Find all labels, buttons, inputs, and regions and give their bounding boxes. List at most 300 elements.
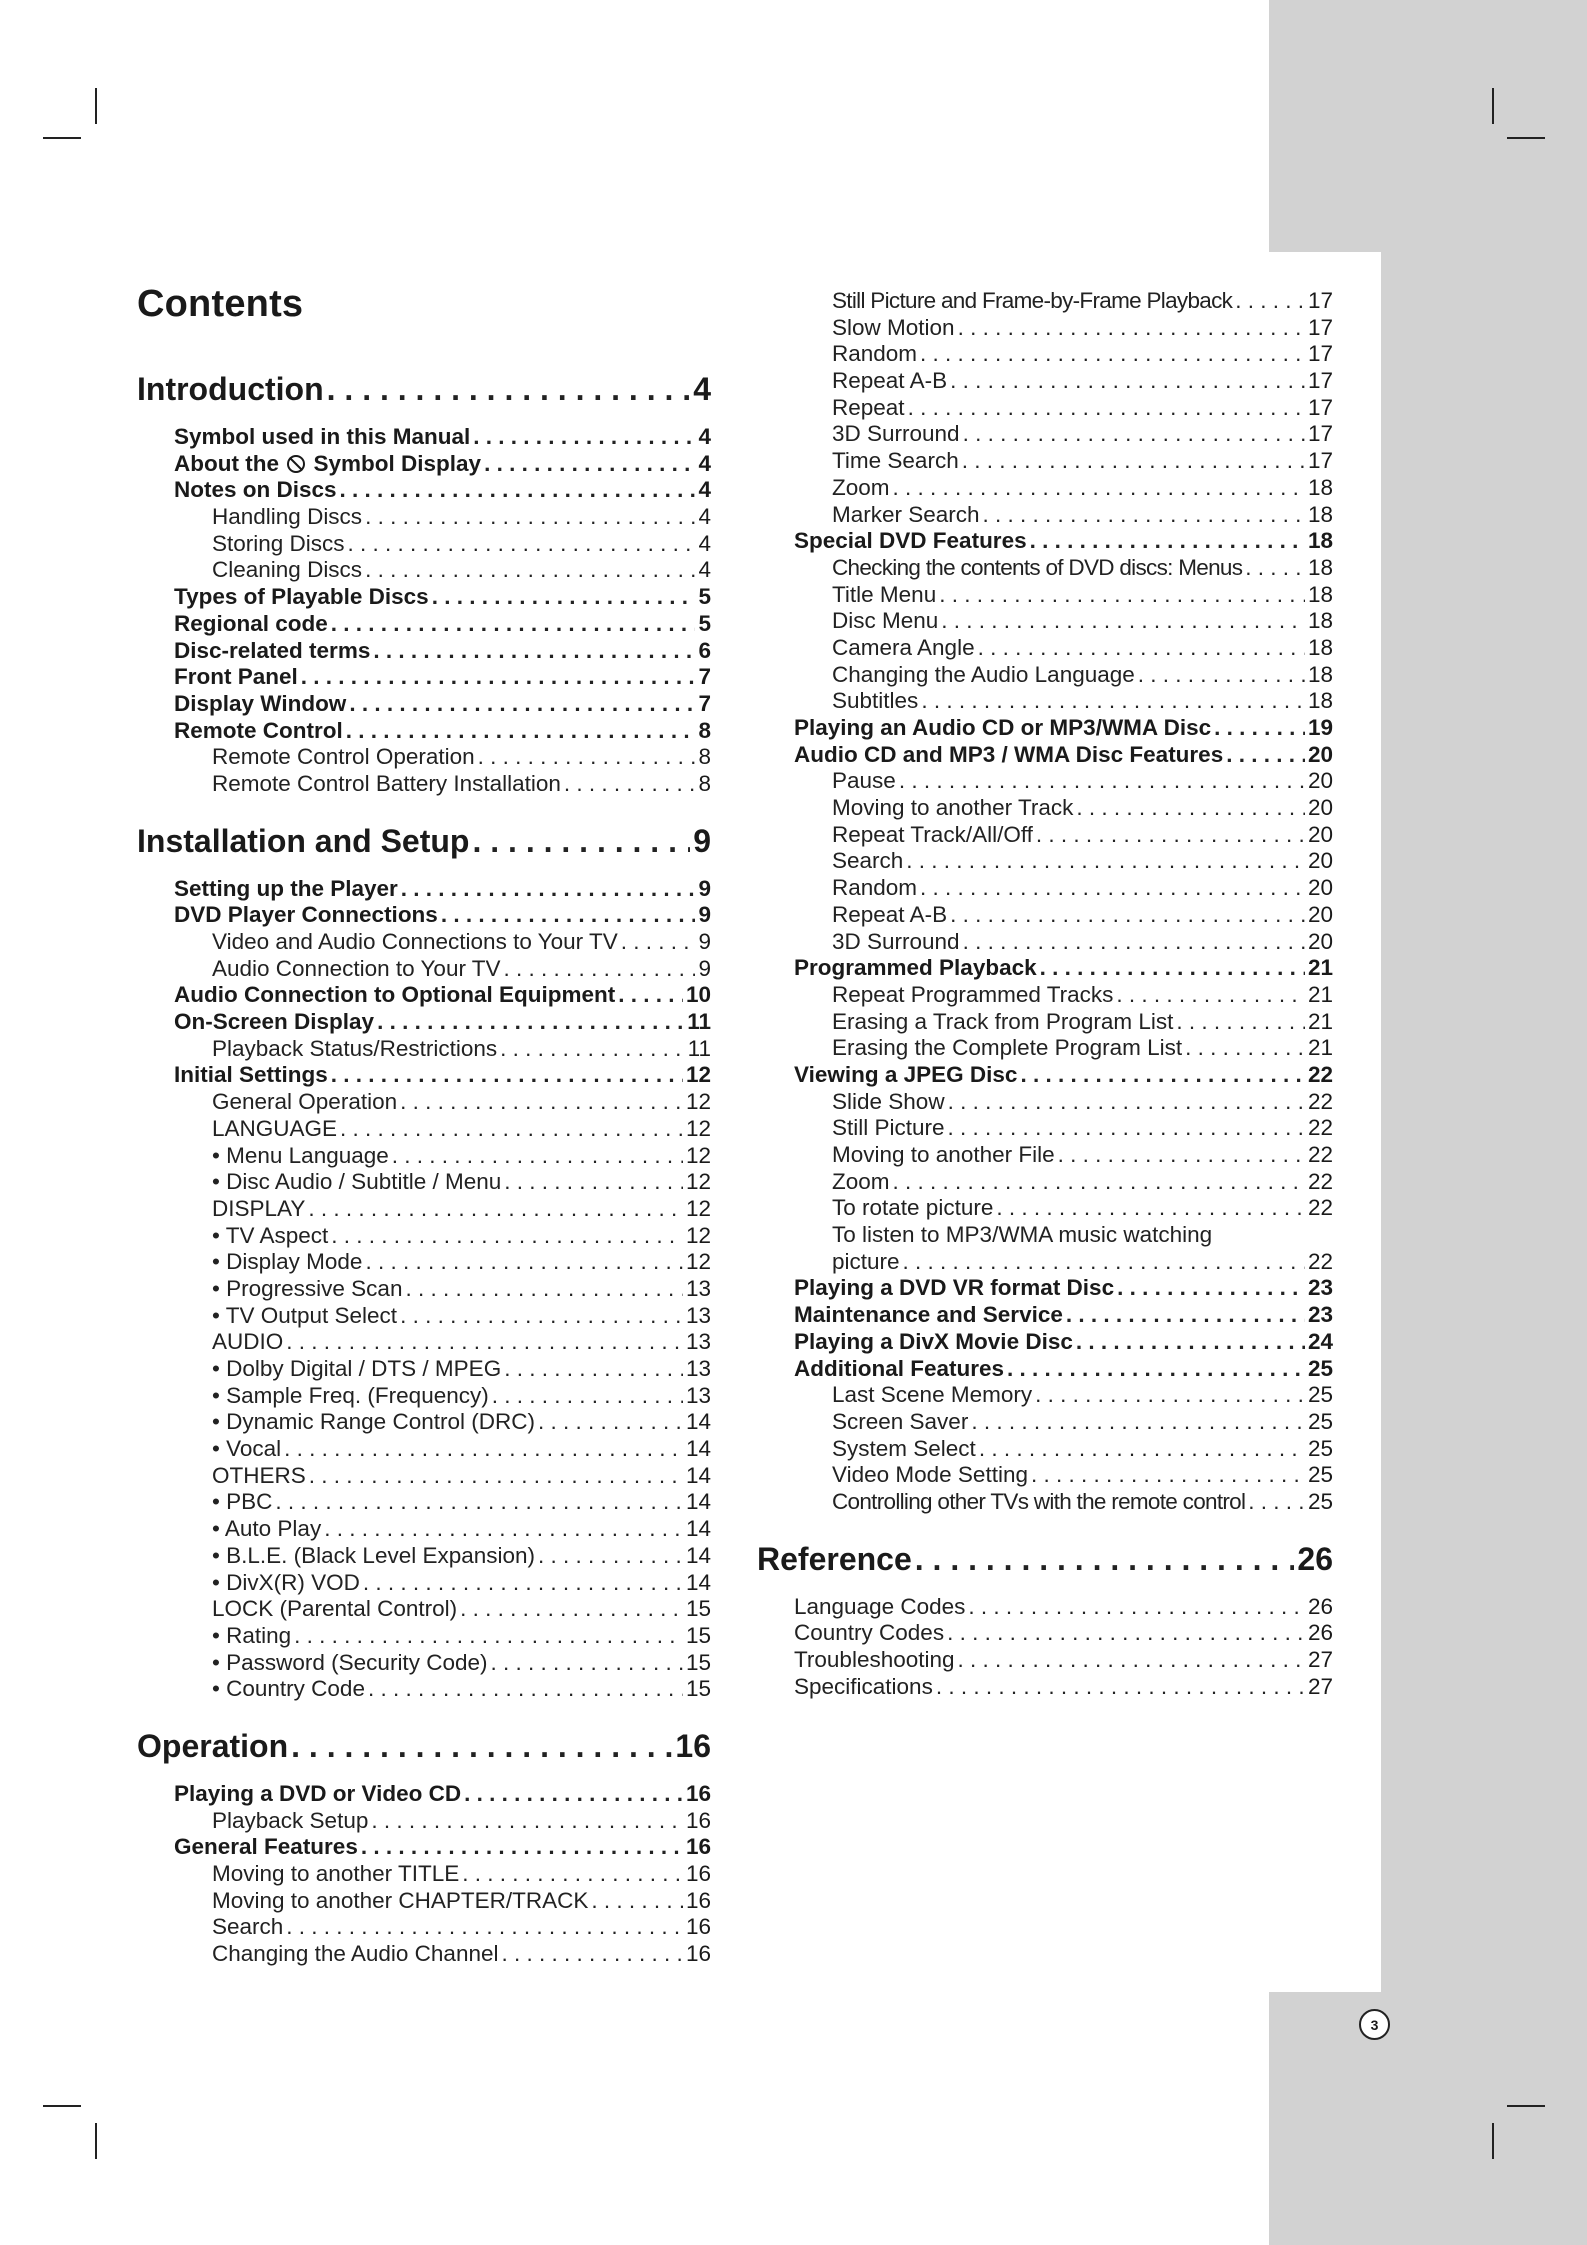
toc-entry-text: Audio CD and MP3 / WMA Disc Features	[794, 741, 1224, 767]
toc-entry	[137, 1383, 711, 1410]
dot-leader	[979, 1436, 1305, 1463]
dot-leader	[1076, 795, 1305, 822]
toc-page-number: 26	[1307, 1620, 1333, 1646]
toc-entry-text: • Country Code	[212, 1676, 365, 1702]
toc-entry-text: DVD Player Connections	[174, 902, 438, 928]
dot-leader	[373, 638, 695, 665]
dot-leader	[363, 1570, 683, 1597]
dot-leader	[478, 744, 696, 771]
toc-entry-text: Front Panel	[174, 664, 298, 690]
toc-page-number: 9	[693, 822, 711, 859]
toc-page-number: 8	[698, 744, 711, 770]
toc-page-number: 11	[687, 1035, 711, 1061]
toc-entry	[137, 504, 711, 531]
toc-entry	[137, 584, 711, 611]
dot-leader	[371, 1808, 683, 1835]
toc-entry-title	[212, 771, 561, 798]
dot-leader	[1058, 1142, 1305, 1169]
toc-entry-text: Playing a DVD VR format Disc	[794, 1275, 1115, 1301]
toc-entry-title	[174, 1834, 358, 1861]
toc-entry-text: LOCK (Parental Control)	[212, 1596, 458, 1622]
toc-page-number: 18	[1307, 634, 1333, 660]
toc-entry	[757, 1302, 1333, 1329]
toc-entry-text: Random	[832, 341, 918, 367]
toc-entry-title	[832, 768, 896, 795]
dot-leader	[284, 1436, 683, 1463]
toc-page-number: 9	[698, 875, 711, 901]
toc-entry	[757, 448, 1333, 475]
dot-leader	[1248, 1489, 1305, 1516]
dot-leader	[432, 584, 696, 611]
dot-leader	[331, 611, 696, 638]
toc-entry-text: Marker Search	[832, 501, 980, 527]
dot-leader	[1036, 822, 1305, 849]
dot-leader	[950, 902, 1305, 929]
toc-entry-title	[212, 1116, 337, 1143]
toc-entry-title	[794, 715, 1211, 742]
toc-entry	[757, 288, 1333, 315]
crop-mark	[1507, 2105, 1545, 2107]
toc-page-number: 4	[698, 530, 711, 556]
toc-page-number: 25	[1307, 1408, 1333, 1434]
toc-entry-text: • Rating	[212, 1622, 292, 1648]
toc-entry	[137, 1808, 711, 1835]
toc-entry	[757, 528, 1333, 555]
toc-entry-title	[174, 902, 438, 929]
toc-entry-title	[212, 557, 362, 584]
dot-leader	[377, 1009, 684, 1036]
toc-page-number: 15	[685, 1622, 711, 1648]
toc-entry	[137, 1276, 711, 1303]
toc-page-number: 14	[685, 1409, 711, 1435]
toc-entry-text: Introduction	[137, 371, 324, 407]
toc-entry-title	[212, 1463, 306, 1490]
toc-entry-title	[212, 1143, 389, 1170]
toc-page-number: 18	[1307, 581, 1333, 607]
toc-entry-text: Troubleshooting	[794, 1647, 955, 1672]
toc-entry-text: LANGUAGE	[212, 1115, 338, 1141]
toc-page-number: 22	[1307, 1168, 1333, 1194]
toc-entry-text: Repeat Track/All/Off	[832, 821, 1033, 847]
dot-leader	[400, 1303, 683, 1330]
toc-entry	[757, 1222, 1333, 1249]
toc-entry	[757, 341, 1333, 368]
toc-entry-title	[832, 1462, 1028, 1489]
toc-entry-title	[832, 288, 1232, 315]
toc-entry-title	[174, 451, 481, 478]
toc-entry-text: Playing a DivX Movie Disc	[794, 1328, 1073, 1354]
toc-entry-title	[832, 315, 955, 342]
toc-entry-title	[794, 1329, 1073, 1356]
dot-leader	[1176, 1009, 1305, 1036]
toc-entry	[757, 502, 1333, 529]
toc-entry	[757, 1489, 1333, 1516]
dot-leader	[899, 768, 1305, 795]
toc-page-number: 7	[698, 664, 711, 690]
dot-leader	[958, 1647, 1305, 1674]
toc-page-number: 18	[1307, 608, 1333, 634]
dot-leader	[893, 475, 1305, 502]
toc-page-number: 21	[1307, 1008, 1333, 1034]
toc-page-number: 19	[1307, 715, 1333, 740]
dot-leader	[331, 1062, 683, 1089]
dot-leader	[504, 956, 696, 983]
toc-entry-title	[174, 1781, 461, 1808]
toc-page-number: 20	[1307, 741, 1333, 767]
dot-leader	[1245, 555, 1305, 582]
toc-page-number: 16	[685, 1941, 711, 1967]
toc-entry-title	[174, 611, 328, 638]
toc-page-number: 26	[1297, 1540, 1333, 1577]
toc-entry-text: • TV Aspect	[212, 1222, 329, 1248]
toc-entry-text: Erasing a Track from Program List	[832, 1008, 1174, 1034]
toc-page-number: 14	[685, 1516, 711, 1542]
toc-entry-text: • DivX(R) VOD	[212, 1569, 360, 1595]
toc-entry-text: 3D Surround	[832, 928, 960, 954]
dot-leader	[1031, 1462, 1305, 1489]
toc-entry-text: Random	[832, 875, 918, 901]
toc-page-number: 22	[1307, 1115, 1333, 1141]
dot-leader	[939, 582, 1305, 609]
toc-entry-title	[794, 1620, 944, 1647]
toc-entry-title	[137, 368, 324, 410]
toc-entry-title	[212, 504, 362, 531]
toc-page-number: 4	[698, 557, 711, 583]
dot-leader	[996, 1195, 1305, 1222]
toc-page-number: 27	[1307, 1647, 1333, 1672]
dot-leader	[963, 421, 1305, 448]
toc-section-heading	[137, 1725, 711, 1767]
dot-leader	[978, 635, 1305, 662]
toc-entry-text: Specifications	[794, 1673, 933, 1699]
toc-entry-text: Moving to another Track	[832, 795, 1074, 821]
toc-entry-title	[174, 477, 337, 504]
toc-entry-text: Last Scene Memory	[832, 1382, 1033, 1408]
toc-entry-text: Remote Control Battery Installation	[212, 770, 561, 796]
toc-page-number: 14	[685, 1569, 711, 1595]
toc-page-number: 21	[1307, 955, 1333, 981]
toc-page-number: 12	[685, 1195, 711, 1221]
toc-entry	[137, 664, 711, 691]
toc-entry-text: Viewing a JPEG Disc	[794, 1061, 1018, 1087]
toc-entry-text: • B.L.E. (Black Level Expansion)	[212, 1542, 536, 1568]
toc-entry-title	[137, 1725, 288, 1767]
toc-entry-title	[832, 421, 960, 448]
toc-entry-title	[832, 635, 975, 662]
dot-leader	[365, 1249, 683, 1276]
toc-section-heading	[137, 820, 711, 862]
toc-entry	[757, 742, 1333, 769]
toc-entry	[757, 1462, 1333, 1489]
toc-entry	[137, 477, 711, 504]
toc-entry	[757, 795, 1333, 822]
toc-entry	[137, 1196, 711, 1223]
dot-leader	[1235, 288, 1305, 315]
toc-page-number: 20	[1307, 821, 1333, 847]
toc-entry-title	[212, 1276, 402, 1303]
toc-entry-title	[832, 448, 959, 475]
toc-entry-text: Video and Audio Connections to Your TV	[212, 929, 618, 954]
toc-entry-title	[212, 1888, 588, 1915]
toc-entry-title	[832, 1222, 1212, 1249]
dot-leader	[1030, 528, 1305, 555]
toc-entry	[757, 768, 1333, 795]
toc-entry	[137, 982, 711, 1009]
toc-entry	[137, 451, 711, 478]
toc-left-column	[137, 368, 711, 1968]
toc-entry-title	[212, 1089, 397, 1116]
toc-entry-title	[212, 1356, 501, 1383]
dot-leader	[950, 368, 1305, 395]
dot-leader	[400, 1089, 683, 1116]
toc-entry-title	[832, 848, 903, 875]
toc-entry	[137, 611, 711, 638]
dot-leader	[324, 1516, 683, 1543]
dot-leader	[920, 341, 1305, 368]
toc-entry-title	[174, 691, 346, 718]
dot-leader	[1214, 715, 1305, 742]
dot-leader	[473, 424, 695, 451]
toc-entry-title	[212, 1808, 368, 1835]
toc-entry-title	[794, 1674, 933, 1701]
page-edge-band	[1381, 0, 1587, 2245]
toc-page-number: 20	[1307, 795, 1333, 821]
toc-entry-title	[212, 1329, 283, 1356]
toc-page-number: 16	[685, 1780, 711, 1806]
toc-page-number: 25	[1307, 1462, 1333, 1488]
toc-entry	[757, 395, 1333, 422]
toc-entry	[137, 1409, 711, 1436]
toc-page-number: 9	[698, 902, 711, 928]
toc-entry-title	[794, 1647, 955, 1674]
toc-entry-text: Programmed Playback	[794, 955, 1037, 981]
toc-page-number: 4	[698, 504, 711, 530]
toc-page-number: 17	[1307, 394, 1333, 420]
toc-page-number: 5	[698, 610, 711, 636]
toc-entry-title	[832, 1249, 900, 1276]
toc-entry	[757, 902, 1333, 929]
toc-page-number: 4	[693, 371, 711, 407]
toc-page-number: 25	[1307, 1355, 1333, 1381]
dot-leader	[893, 1169, 1305, 1196]
toc-entry	[757, 1089, 1333, 1116]
dot-leader	[962, 448, 1305, 475]
toc-entry	[137, 1781, 711, 1808]
toc-page-number: 10	[685, 982, 711, 1008]
dot-leader	[908, 395, 1305, 422]
toc-entry-text: • Password (Security Code)	[212, 1649, 488, 1675]
dot-leader	[906, 848, 1305, 875]
toc-entry-title	[832, 1009, 1173, 1036]
toc-page-number: 20	[1307, 768, 1333, 794]
toc-entry	[137, 1223, 711, 1250]
toc-entry-title	[174, 718, 343, 745]
toc-entry	[137, 1036, 711, 1063]
toc-page-number: 17	[1307, 448, 1333, 474]
toc-entry-text: Subtitles	[832, 688, 919, 714]
toc-entry-text: Changing the Audio Language	[832, 661, 1135, 687]
toc-entry-title	[212, 1196, 305, 1223]
toc-entry-text: Repeat	[832, 394, 905, 420]
toc-entry	[757, 368, 1333, 395]
toc-entry-text: Zoom	[832, 474, 890, 500]
toc-entry-text: Slow Motion	[832, 314, 955, 340]
toc-entry-title	[212, 1383, 489, 1410]
toc-entry-text: 3D Surround	[832, 421, 960, 447]
dot-leader	[309, 1463, 683, 1490]
toc-entry	[137, 1834, 711, 1861]
toc-entry-text: Installation and Setup	[137, 822, 470, 859]
toc-entry-text: Moving to another File	[832, 1142, 1055, 1167]
toc-entry-title	[212, 1543, 535, 1570]
toc-page-number: 22	[1307, 1195, 1333, 1221]
dot-leader	[621, 929, 696, 956]
toc-entry-text: Storing Discs	[212, 530, 345, 556]
dot-leader	[484, 451, 695, 478]
toc-entry-title	[212, 1169, 501, 1196]
toc-entry-text: Search	[832, 848, 904, 874]
toc-page-number: 25	[1307, 1435, 1333, 1461]
toc-page-number: 20	[1307, 875, 1333, 901]
toc-entry	[757, 475, 1333, 502]
toc-entry	[137, 557, 711, 584]
toc-entry-title	[832, 1169, 890, 1196]
toc-entry-text: • Display Mode	[212, 1249, 363, 1275]
toc-entry-text: Title Menu	[832, 581, 937, 607]
dot-leader	[1066, 1302, 1305, 1329]
toc-page-number: 4	[698, 424, 711, 449]
toc-entry-text: Playback Setup	[212, 1807, 369, 1833]
dot-leader	[1185, 1035, 1305, 1062]
toc-entry-title	[174, 424, 470, 451]
toc-entry-title	[212, 929, 618, 956]
toc-entry	[137, 531, 711, 558]
toc-entry-text: Time Search	[832, 448, 959, 474]
toc-entry	[757, 1249, 1333, 1276]
toc-entry	[137, 1356, 711, 1383]
toc-entry	[757, 608, 1333, 635]
toc-entry	[757, 1594, 1333, 1621]
toc-entry-title	[212, 1650, 487, 1677]
toc-page-number: 22	[1307, 1248, 1333, 1274]
toc-entry	[757, 1620, 1333, 1647]
dot-leader	[348, 531, 696, 558]
toc-entry	[757, 822, 1333, 849]
toc-entry-title	[832, 395, 905, 422]
toc-page-number: 14	[685, 1462, 711, 1488]
toc-section-heading	[757, 1538, 1333, 1580]
toc-entry	[757, 875, 1333, 902]
toc-entry	[137, 1169, 711, 1196]
toc-entry-title	[832, 1436, 976, 1463]
toc-entry-text: Display Window	[174, 690, 347, 716]
toc-entry	[137, 718, 711, 745]
toc-entry-text: To listen to MP3/WMA music watching	[832, 1222, 1213, 1248]
toc-entry	[757, 1195, 1333, 1222]
toc-entry	[137, 1914, 711, 1941]
toc-page-number: 27	[1307, 1673, 1333, 1699]
toc-entry-title	[832, 1489, 1245, 1516]
toc-entry-text: Moving to another TITLE	[212, 1861, 460, 1886]
toc-entry	[757, 1409, 1333, 1436]
dot-leader	[472, 820, 690, 862]
toc-entry-title	[832, 1115, 945, 1142]
dot-leader	[618, 982, 683, 1009]
toc-page-number: 15	[685, 1596, 711, 1622]
toc-entry-title	[832, 875, 917, 902]
toc-entry-title	[832, 502, 980, 529]
toc-entry	[137, 1888, 711, 1915]
toc-entry-text: Erasing the Complete Program List	[832, 1035, 1183, 1061]
toc-entry	[137, 1570, 711, 1597]
toc-entry	[137, 929, 711, 956]
toc-entry-text: • Disc Audio / Subtitle / Menu	[212, 1169, 502, 1195]
toc-entry	[137, 1062, 711, 1089]
toc-entry-text: Repeat A-B	[832, 368, 948, 394]
toc-entry-text: Types of Playable Discs	[174, 584, 429, 610]
toc-page-number: 13	[685, 1329, 711, 1355]
toc-entry-title	[212, 1941, 498, 1968]
toc-entry-title	[212, 1861, 459, 1888]
crop-mark	[43, 2105, 81, 2107]
toc-page-number: 8	[698, 717, 711, 743]
toc-entry-title	[832, 688, 918, 715]
toc-page-number: 18	[1307, 474, 1333, 500]
dot-leader	[365, 504, 695, 531]
crop-mark	[95, 2123, 97, 2159]
toc-entry-title	[832, 555, 1242, 582]
toc-entry-title	[832, 1035, 1182, 1062]
toc-entry-text: • Dynamic Range Control (DRC)	[212, 1409, 535, 1435]
toc-entry-text: System Select	[832, 1435, 976, 1461]
toc-entry-text: Controlling other TVs with the remote control	[832, 1488, 1246, 1514]
toc-entry-text: Still Picture	[832, 1115, 945, 1141]
dot-leader	[1117, 1275, 1305, 1302]
toc-entry	[137, 1596, 711, 1623]
toc-page-number: 23	[1307, 1275, 1333, 1301]
toc-entry-text: Audio Connection to Optional Equipment	[174, 982, 616, 1008]
toc-entry-title	[212, 1623, 291, 1650]
toc-entry	[757, 1674, 1333, 1701]
toc-entry-title	[212, 1596, 457, 1623]
toc-entry-text: Remote Control Operation	[212, 744, 475, 770]
toc-page-number: 16	[675, 1727, 711, 1764]
dot-leader	[963, 929, 1305, 956]
toc-entry-text: Symbol used in this Manual	[174, 424, 471, 449]
toc-page-number: 18	[1307, 554, 1333, 580]
toc-entry-title	[174, 638, 370, 665]
dot-leader	[500, 1036, 685, 1063]
toc-entry-text: Setting up the Player	[174, 875, 398, 901]
dot-leader	[294, 1623, 683, 1650]
toc-entry-title	[212, 1676, 365, 1703]
dot-leader	[327, 368, 691, 410]
toc-entry-text: • TV Output Select	[212, 1302, 398, 1328]
dot-leader	[349, 691, 695, 718]
dot-leader	[958, 315, 1305, 342]
toc-entry-text: Audio Connection to Your TV	[212, 955, 501, 981]
toc-entry	[757, 955, 1333, 982]
dot-leader	[490, 1650, 682, 1677]
toc-entry-title	[832, 1089, 945, 1116]
dot-leader	[462, 1861, 683, 1888]
toc-page-number: 6	[698, 637, 711, 663]
toc-entry-text: Additional Features	[794, 1355, 1005, 1381]
dot-leader	[1040, 955, 1305, 982]
toc-entry	[137, 1623, 711, 1650]
toc-entry-title	[832, 822, 1033, 849]
dot-leader	[921, 688, 1305, 715]
